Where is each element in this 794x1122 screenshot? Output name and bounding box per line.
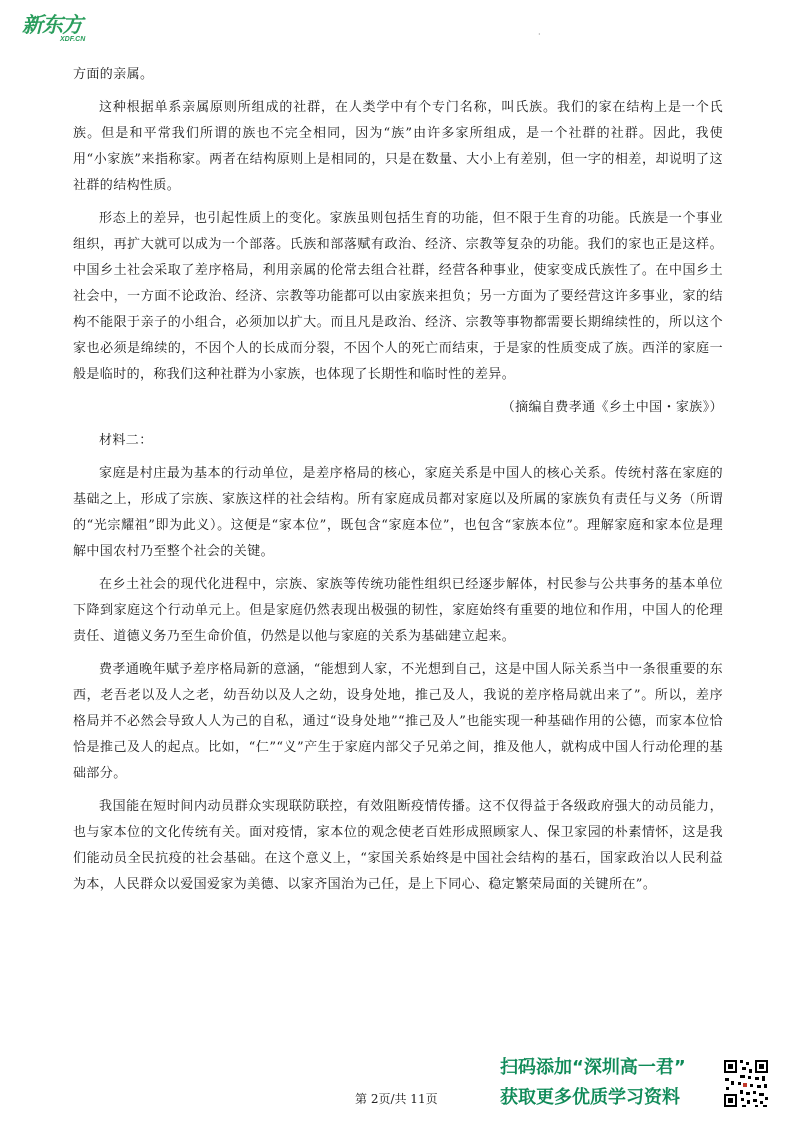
promo-line-1: 扫码添加“深圳高一君”	[500, 1057, 686, 1078]
promo-banner	[500, 1053, 720, 1113]
xdf-logo	[22, 12, 88, 46]
logo-subtext: XDF.CN	[60, 36, 86, 43]
small-mark: ·	[538, 30, 541, 39]
page-number: 第 2页/共 11页	[355, 1092, 438, 1106]
paragraph: 费孝通晚年赋予差序格局新的意涵，“能想到人家，不光想到自己，这是中国人际关系当中一条很重要的东西，老吾老以及人之老，幼吾幼以及人之幼，设身处地，推己及人，我说的差序格局就出来了”。所以，差序格局并不必然会导致人人为己的自私，通过“设身处地”“推己及人”也能实现一种基础作用的公德，而家本位恰恰是推己及人的起点。比如，“仁”“义”产生于家庭内部父子兄弟之间，推及他人，就构成中国人行动伦理的基础部分。	[73, 662, 723, 781]
paragraph: 这种根据单系亲属原则所组成的社群，在人类学中有个专门名称，叫氏族。我们的家在结构上是一个氏族。但是和平常我们所谓的族也不完全相同，因为“族”由许多家所组成，是一个社群的社群。因此，我使用“小家族”来指称家。两者在结构原则上是相同的，只是在数量、大小上有差别，但一字的相差，却说明了这社群的结构性质。	[73, 100, 723, 193]
logo-text: 新东方	[22, 13, 82, 37]
section-heading: 材料二：	[99, 433, 153, 448]
paragraph: 形态上的差异，也引起性质上的变化。家族虽则包括生育的功能，但不限于生育的功能。氏族是一个事业组织，再扩大就可以成为一个部落。氏族和部落赋有政治、经济、宗教等复杂的功能。我们的家也正是这样。中国乡土社会采取了差序格局，利用亲属的伦常去组合社群，经营各种事业，使家变成氏族性了。在中国乡土社会中，一方面不论政治、经济、宗教等功能都可以由家族来担负；另一方面为了要经营这许多事业，家的结构不能限于亲子的小组合，必须加以扩大。而且凡是政治、经济、宗教等事物都需要长期绵续性的，所以这个家也必须是绵续的，不因个人的长成而分裂，不因个人的死亡而结束，于是家的性质变成了族。西洋的家庭一般是临时的，称我们这种社群为小家族，也体现了长期性和临时性的差异。	[73, 211, 723, 382]
paragraph: 在乡土社会的现代化进程中，宗族、家族等传统功能性组织已经逐步解体，村民参与公共事务的基本单位下降到家庭这个行动单元上。但是家庭仍然表现出极强的韧性，家庭始终有重要的地位和作用，中国人的伦理责任、道德义务乃至生命价值，仍然是以他与家庭的关系为基础建立起来。	[73, 577, 723, 644]
paragraph: 方面的亲属。	[73, 67, 154, 82]
promo-line-2: 获取更多优质学习资料	[500, 1087, 680, 1108]
document-body	[73, 62, 723, 905]
citation: （摘编自费孝通《乡土中国・家族》）	[501, 400, 723, 415]
qr-code-icon	[722, 1057, 770, 1109]
paragraph: 我国能在短时间内动员群众实现联防联控，有效阻断疫情传播。这不仅得益于各级政府强大的动员能力，也与家本位的文化传统有关。面对疫情，家本位的观念使老百姓形成照顾家人、保卫家园的朴素情怀，这是我们能动员全民抗疫的社会基础。在这个意义上，“家国关系始终是中国社会结构的基石，国家政治以人民利益为本，人民群众以爱国爱家为美德、以家齐国治为己任，是上下同心、稳定繁荣局面的关键所在”。	[73, 799, 723, 892]
paragraph: 家庭是村庄最为基本的行动单位，是差序格局的核心，家庭关系是中国人的核心关系。传统村落在家庭的基础之上，形成了宗族、家族这样的社会结构。所有家庭成员都对家庭以及所属的家族负有责任与义务（所谓的“光宗耀祖”即为此义）。这便是“家本位”，既包含“家庭本位”，也包含“家族本位”。理解家庭和家本位是理解中国农村乃至整个社会的关键。	[73, 466, 723, 559]
